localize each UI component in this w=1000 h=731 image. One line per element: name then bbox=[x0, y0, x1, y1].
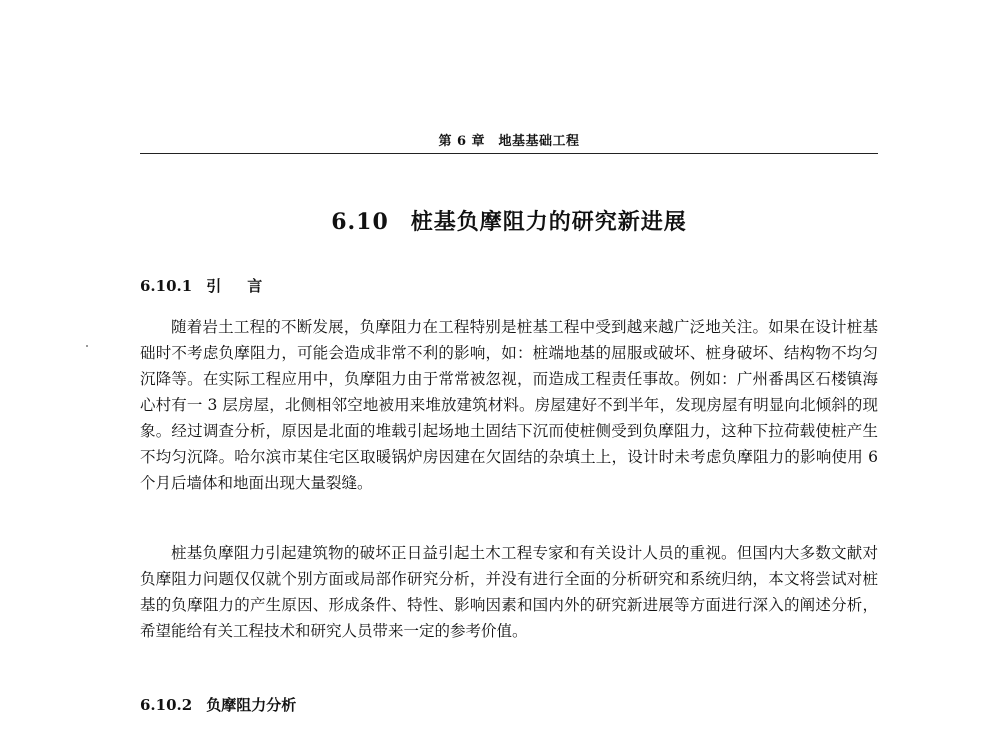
section-number: 6.10 bbox=[331, 209, 389, 235]
section-title bbox=[140, 205, 878, 236]
subsection-number: 6.10.1 bbox=[140, 277, 193, 295]
running-head: 第 6 章 地基基础工程 bbox=[438, 134, 580, 149]
subsection-heading-analysis bbox=[140, 694, 296, 715]
subsection-heading-intro bbox=[140, 275, 288, 296]
subsection-title: 负摩阻力分析 bbox=[206, 696, 297, 714]
paragraph-1: 随着岩土工程的不断发展，负摩阻力在工程特别是桩基工程中受到越来越广泛地关注。如果在设计桩基础时不考虑负摩阻力，可能会造成非常不利的影响，如：桩端地基的屈服或破坏、桩身破坏、结构物不均匀沉降等。在实际工程应用中，负摩阻力由于常常被忽视，而造成工程责任事故。例如：广州番禺区石楼镇海心村有一 3 层房屋，北侧相邻空地被用来堆放建筑材料。房屋建好不到半年，发现房屋有明显向北倾斜的现象。经过调查分析，原因是北面的堆载引起场地土固结下沉而使桩侧受到负摩阻力，这种下拉荷载使桩产生不均匀沉降。哈尔滨市某住宅区取暖锅炉房因建在欠固结的杂填土上，设计时未考虑负摩阻力的影响使用 6 个月后墙体和地面出现大量裂缝。 bbox=[140, 318, 878, 492]
header-rule bbox=[140, 153, 878, 154]
section-title-text: 桩基负摩阻力的研究新进展 bbox=[410, 209, 687, 235]
subsection-number: 6.10.2 bbox=[140, 696, 193, 714]
subsection-title: 引言 bbox=[206, 277, 289, 295]
scan-artifact bbox=[86, 345, 88, 347]
paragraph-2: 桩基负摩阻力引起建筑物的破坏正日益引起土木工程专家和有关设计人员的重视。但国内大多数文献对负摩阻力问题仅仅就个别方面或局部作研究分析，并没有进行全面的分析研究和系统归纳，本文将尝试对桩基的负摩阻力的产生原因、形成条件、特性、影响因素和国内外的研究新进展等方面进行深入的阐述分析，希望能给有关工程技术和研究人员带来一定的参考价值。 bbox=[140, 544, 878, 640]
